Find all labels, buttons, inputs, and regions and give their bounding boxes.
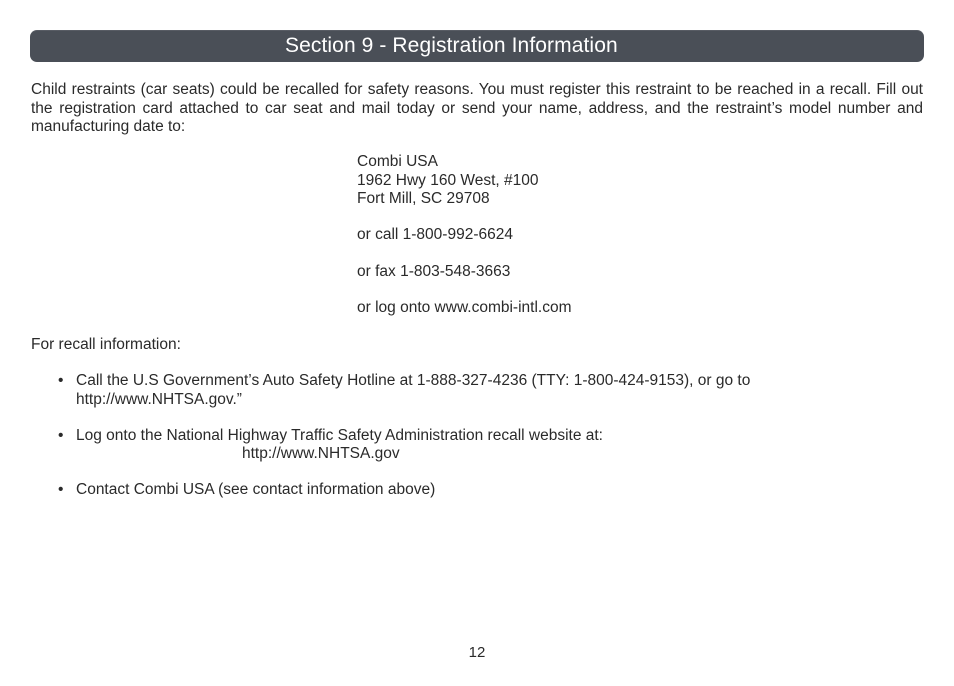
bullet-glyph: •	[58, 427, 64, 444]
bullet-glyph: •	[58, 372, 64, 389]
mailing-address	[357, 153, 539, 209]
list-item-text	[76, 372, 750, 409]
nhtsa-link-text: http://www.NHTSA.gov.”	[76, 390, 242, 408]
recall-heading: For recall information:	[31, 336, 181, 353]
address-line-city: Fort Mill, SC 29708	[357, 190, 490, 207]
page-number: 12	[468, 644, 486, 661]
address-line-street: 1962 Hwy 160 West, #100	[357, 171, 539, 189]
section-header-bar	[30, 30, 924, 62]
nhtsa-url: http://www.NHTSA.gov	[242, 445, 400, 462]
contact-phone: or call 1-800-992-6624	[357, 226, 513, 243]
nhtsa-website-text: Log onto the National Highway Traffic Safety Administration recall website at:	[76, 427, 603, 444]
contact-combi-text: Contact Combi USA (see contact information above)	[76, 481, 436, 498]
intro-paragraph: Child restraints (car seats) could be recalled for safety reasons. You must register this restraint to be reached in a recall. Fill out the registration card attached to car seat and mail today or send your name, address, and the restraint’s model number and manufacturing date to:	[31, 81, 923, 135]
contact-website: or log onto www.combi-intl.com	[357, 299, 572, 316]
contact-fax: or fax 1-803-548-3663	[357, 263, 511, 280]
hotline-text: Call the U.S Government’s Auto Safety Hotline at 1-888-327-4236 (TTY: 1-800-424-9153), or go to	[76, 372, 751, 389]
section-title: Section 9 - Registration Information	[285, 34, 618, 57]
bullet-glyph: •	[58, 481, 64, 498]
address-line-company: Combi USA	[357, 153, 438, 170]
